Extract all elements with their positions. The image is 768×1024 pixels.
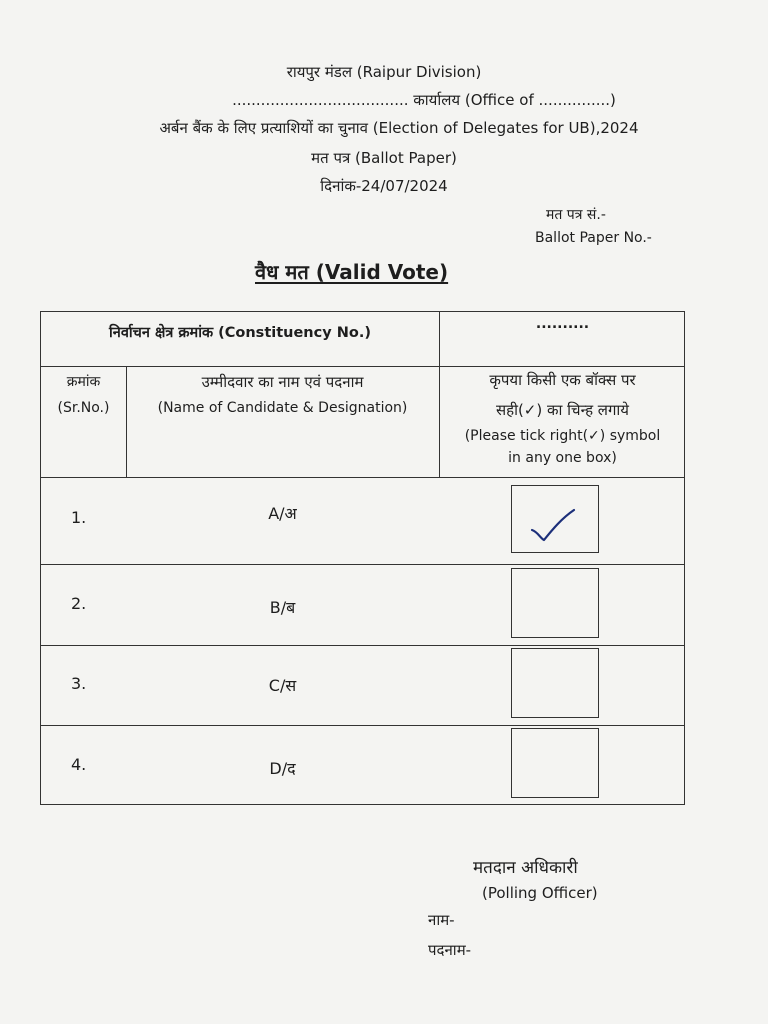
candidate-header-english: (Name of Candidate & Designation) <box>157 400 408 416</box>
name-field-label: नाम- <box>428 911 455 929</box>
ballot-number-label-hindi: मत पत्र सं.- <box>546 207 606 223</box>
table-row-candidate: C/स <box>268 676 297 695</box>
ballot-table <box>40 311 685 805</box>
office-line: ..................................... कार्यालय (Office of ...............) <box>232 91 616 109</box>
vote-checkbox-d[interactable] <box>511 728 599 798</box>
tick-header-english-2: in any one box) <box>508 450 617 466</box>
table-divider <box>41 366 684 367</box>
valid-vote-heading: वैध मत (Valid Vote) <box>255 260 449 284</box>
date-line: दिनांक-24/07/2024 <box>320 177 448 195</box>
election-title: अर्बन बैंक के लिए प्रत्याशियों का चुनाव (Election of Delegates for UB),2024 <box>159 119 639 137</box>
table-row-candidate: D/द <box>269 759 296 778</box>
tick-header-english-1: (Please tick right(✓) symbol <box>464 428 661 444</box>
division-title: रायपुर मंडल (Raipur Division) <box>286 63 482 81</box>
vote-checkbox-b[interactable] <box>511 568 599 638</box>
ballot-paper-title: मत पत्र (Ballot Paper) <box>311 149 457 167</box>
ballot-number-label-english: Ballot Paper No.- <box>535 230 652 246</box>
table-row-candidate: B/ब <box>269 598 296 617</box>
table-divider <box>41 725 684 726</box>
tick-mark-icon <box>522 494 588 544</box>
sr-header-english: (Sr.No.) <box>57 400 110 416</box>
table-divider <box>41 645 684 646</box>
table-row-serial: 4. <box>71 755 87 774</box>
table-divider <box>41 564 684 565</box>
table-row-serial: 2. <box>71 594 87 613</box>
polling-officer-hindi: मतदान अधिकारी <box>473 858 578 878</box>
sr-header-hindi: क्रमांक <box>66 374 101 390</box>
constituency-label: निर्वाचन क्षेत्र क्रमांक (Constituency No.) <box>109 325 371 341</box>
tick-header-hindi-2: सही(✓) का चिन्ह लगाये <box>495 401 630 419</box>
polling-officer-english: (Polling Officer) <box>482 884 598 902</box>
vote-checkbox-c[interactable] <box>511 648 599 718</box>
table-row-serial: 1. <box>71 508 87 527</box>
designation-field-label: पदनाम- <box>428 941 472 959</box>
table-row-candidate: A/अ <box>268 504 297 523</box>
constituency-value: .......... <box>535 316 590 332</box>
vote-checkbox-a[interactable] <box>511 485 599 553</box>
table-row-serial: 3. <box>71 674 87 693</box>
table-divider <box>41 477 684 478</box>
tick-header-hindi-1: कृपया किसी एक बॉक्स पर <box>489 371 636 389</box>
candidate-header-hindi: उम्मीदवार का नाम एवं पदनाम <box>201 373 364 391</box>
